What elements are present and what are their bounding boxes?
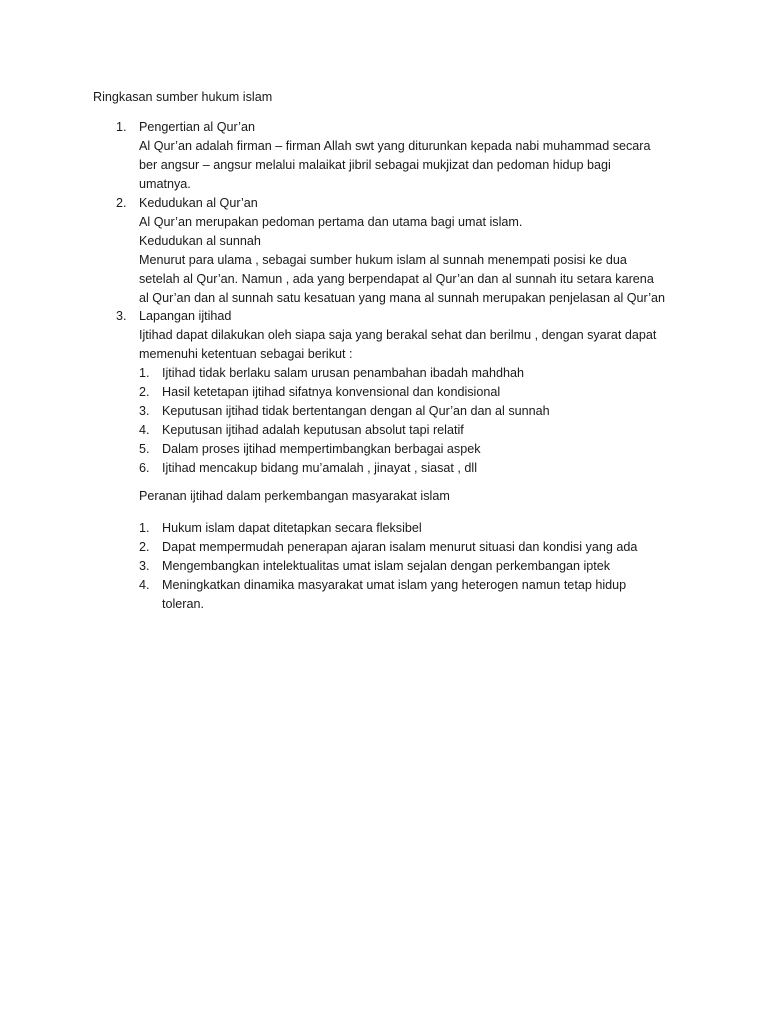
section-text-line: Ijtihad dapat dilakukan oleh siapa saja yang berakal sehat dan berilmu , dengan syarat dapat: [139, 328, 657, 342]
list-number: 5.: [139, 442, 150, 456]
section-heading: Kedudukan al Qur’an: [139, 196, 258, 210]
list-text: toleran.: [162, 597, 205, 611]
list-number: 4.: [139, 423, 150, 437]
list-number: 3.: [139, 404, 150, 418]
list-text: Ijtihad mencakup bidang mu’amalah , jinayat , siasat , dll: [162, 461, 478, 475]
list-text: Keputusan ijtihad adalah keputusan absolut tapi relatif: [162, 423, 464, 437]
section-text-line: al Qur’an dan al sunnah satu kesatuan yang mana al sunnah merupakan penjelasan al Qur’an: [139, 291, 666, 305]
section-number: 3.: [116, 309, 127, 323]
list-number: 4.: [139, 578, 150, 592]
list-text: Ijtihad tidak berlaku salam urusan penambahan ibadah mahdhah: [162, 366, 524, 380]
section-text-line: umatnya.: [139, 177, 191, 191]
role-heading: Peranan ijtihad dalam perkembangan masyarakat islam: [139, 489, 450, 503]
section-heading: Pengertian al Qur’an: [139, 120, 255, 134]
list-number: 3.: [139, 559, 150, 573]
section-text-line: Al Qur’an adalah firman – firman Allah swt yang diturunkan kepada nabi muhammad secara: [139, 139, 651, 153]
list-text: Mengembangkan intelektualitas umat islam sejalan dengan perkembangan iptek: [162, 559, 611, 573]
list-number: 6.: [139, 461, 150, 475]
list-text: Meningkatkan dinamika masyarakat umat islam yang heterogen namun tetap hidup: [162, 578, 627, 592]
section-text-line: ber angsur – angsur melalui malaikat jibril sebagai mukjizat dan pedoman hidup bagi: [139, 158, 611, 172]
section-body: [139, 118, 679, 194]
section-text-line: Al Qur’an merupakan pedoman pertama dan utama bagi umat islam.: [139, 215, 523, 229]
section-text-line: Menurut para ulama , sebagai sumber hukum islam al sunnah menempati posisi ke dua: [139, 253, 627, 267]
section-number: 2.: [116, 196, 127, 210]
list-text: Hasil ketetapan ijtihad sifatnya konvensional dan kondisional: [162, 385, 501, 399]
list-number: 2.: [139, 385, 150, 399]
section-number: 1.: [116, 120, 127, 134]
section-body: [139, 307, 679, 364]
section-text-line: memenuhi ketentuan sebagai berikut :: [139, 347, 353, 361]
section-heading: Lapangan ijtihad: [139, 309, 232, 323]
list-text: Hukum islam dapat ditetapkan secara fleksibel: [162, 521, 422, 535]
list-text: Dalam proses ijtihad mempertimbangkan berbagai aspek: [162, 442, 481, 456]
list-text: Dapat mempermudah penerapan ajaran isalam menurut situasi dan kondisi yang ada: [162, 540, 638, 554]
section-body: [139, 194, 679, 308]
section-subheading: Kedudukan al sunnah: [139, 234, 261, 248]
list-number: 1.: [139, 366, 150, 380]
section-text-line: setelah al Qur’an. Namun , ada yang berpendapat al Qur’an dan al sunnah itu setara karena: [139, 272, 654, 286]
document-title: Ringkasan sumber hukum islam: [93, 90, 273, 104]
list-number: 2.: [139, 540, 150, 554]
list-number: 1.: [139, 521, 150, 535]
list-text: Keputusan ijtihad tidak bertentangan dengan al Qur’an dan al sunnah: [162, 404, 550, 418]
